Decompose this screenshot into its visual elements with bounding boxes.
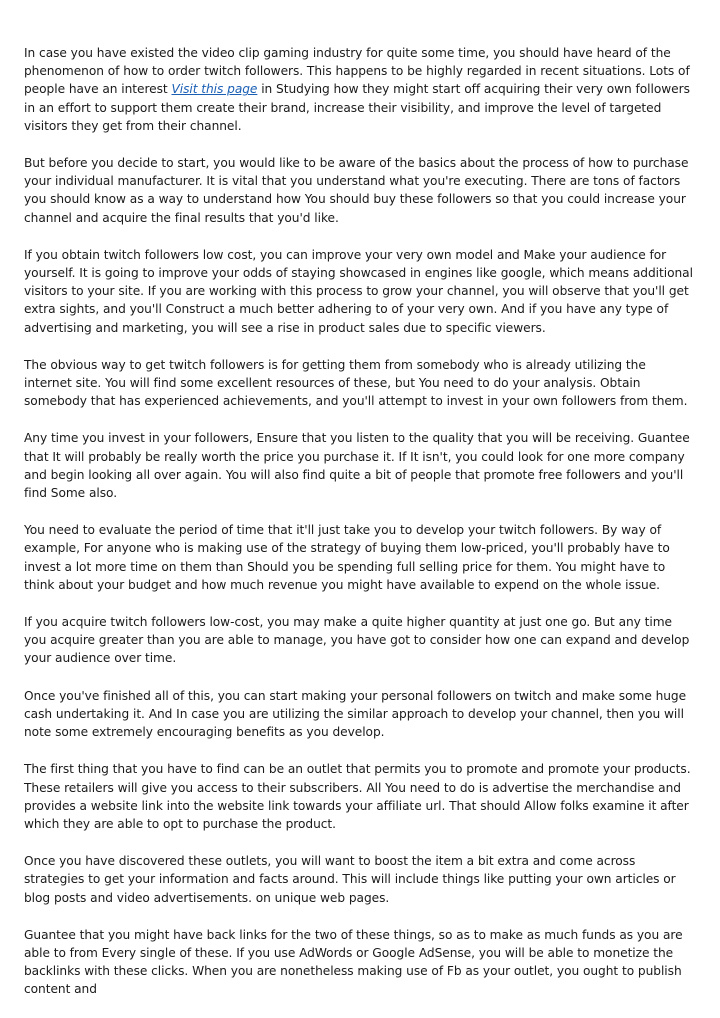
paragraph-9: The first thing that you have to find can be an outlet that permits you to promote and promote your products. These retailers will give you access to their subscribers. All You need to do is advertise the merchandise and provides a website link into the website link towards your affiliate url. That should Allow folks examine it after which they are able to opt to purchase the product. — [24, 762, 691, 831]
paragraph-11: Guantee that you might have back links for the two of these things, so as to make as much funds as you are able to from Every single of these. If you use AdWords or Google AdSense, you will be able to monetize the backlinks with these clicks. When you are nonetheless making use of Fb as your outlet, you ought to publish content and — [24, 927, 683, 997]
paragraph-7: If you acquire twitch followers low-cost, you may make a quite higher quantity at just one go. But any time you acquire greater than you are able to manage, you have got to consider how one can expand and develop your audience over time. — [24, 615, 690, 666]
paragraph-8: Once you've finished all of this, you can start making your personal followers on twitch and make some huge cash undertaking it. And In case you are utilizing the similar approach to develop your channel, then you will note some extremely encouraging benefits as you develop. — [24, 688, 687, 740]
paragraph-10: Once you have discovered these outlets, you will want to boost the item a bit extra and come across strategies to get your information and facts around. This will include things like putting your own articles or blog posts and video advertisements. on unique web pages. — [24, 854, 676, 905]
paragraph-3: If you obtain twitch followers low cost, you can improve your very own model and Make your audience for yourself. It is going to improve your odds of staying showcased in engines like google, which means additional visitors to your site. If you are working with this process to grow your channel, you will observe that you'll get extra sights, and you'll Construct a much better adhering to of your very own. And if you have any type of advertising and marketing, you will see a rise in product sales due to specific viewers. — [24, 247, 693, 335]
paragraph-6: You need to evaluate the period of time that it'll just take you to develop your twitch followers. By way of example, For anyone who is making use of the strategy of buying them low-priced, you'll probably have to invest a lot more time on them than Should you be spending full selling price for them. You might have to think about your budget and how much revenue you might have available to expend on the whole issue. — [24, 523, 670, 592]
paragraph-1 — [24, 44, 696, 135]
paragraph-4: The obvious way to get twitch followers is for getting them from somebody who is already utilizing the internet site. You will find some excellent resources of these, but You need to do your analysis. Obtain somebody that has experienced achievements, and you'll attempt to invest in your own followers from them. — [24, 357, 688, 409]
paragraph-5: Any time you invest in your followers, Ensure that you listen to the quality that you will be receiving. Guantee that It will probably be really worth the price you purchase it. If It isn't, you could look for one more company and begin looking all over again. You will also find quite a bit of people that promote free followers and you'll find Some also. — [24, 431, 690, 501]
paragraph-1-text-before: In case you have existed the video clip gaming industry for quite some time, you should have heard of the phenomenon of how to order twitch followers. This happens to be highly regarded in recent situations. Lots of people have an interest — [24, 46, 690, 97]
paragraph-1-text-after: in Studying how they might start off acquiring their very own followers in an effort to support them create their brand, increase their visibility, and improve the level of targeted visitors they get from their channel. — [24, 82, 690, 133]
visit-this-page-link[interactable]: Visit this page — [171, 82, 258, 97]
paragraph-2: But before you decide to start, you would like to be aware of the basics about the process of how to purchase your individual manufacturer. It is vital that you understand what you're executing. There are tons of factors you should know as a way to understand how You should buy these followers so that you could increase your channel and acquire the final results that you'd like. — [24, 156, 689, 225]
